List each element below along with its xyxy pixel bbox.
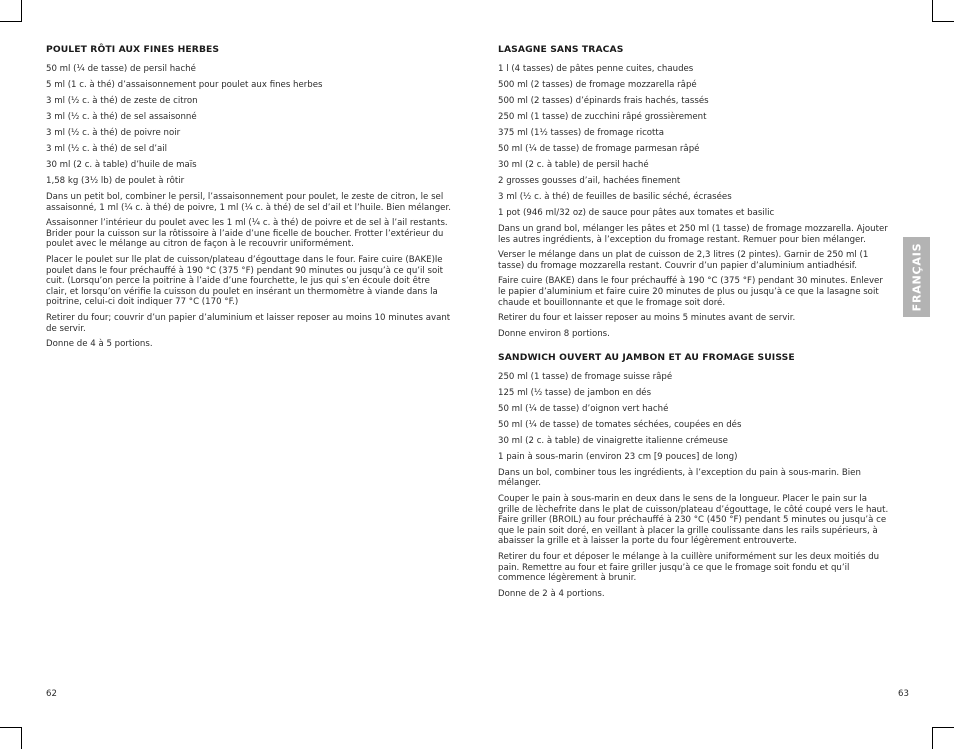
ingredient-item: 30 ml (2 c. à table) de persil haché [498,160,649,170]
ingredient-item: 500 ml (2 tasses) d’épinards frais hachés, tassés [498,96,709,106]
recipe-easy-lasagna [498,44,890,340]
instruction-list [46,192,452,334]
instruction-list [498,224,890,324]
ingredient-item: 3 ml (½ c. à thé) de sel d’ail [46,144,168,154]
instruction-paragraph: Retirer du four; couvrir d’un papier d’aluminium et laisser reposer au moins 10 minutes avant de servir. [46,312,451,334]
instruction-paragraph: Retirer du four et déposer le mélange à la cuillère uniformément sur les deux moitiés du pain. Remettre au four et faire griller jusqu’à ce que le fromage soit fondu et qu’il commence légèrement à brunir. [498,551,880,584]
crop-mark-top-right-horizontal [932,21,954,22]
instruction-paragraph: Dans un bol, combiner tous les ingrédients, à l’exception du pain à sous-marin. Bien mélanger. [498,467,861,489]
ingredient-item: 50 ml (¼ de tasse) d’oignon vert haché [498,403,669,414]
right-page-column [498,44,890,600]
ingredient-item: 500 ml (2 tasses) de fromage mozzarella râpé [498,80,697,90]
crop-mark-top-left-horizontal [0,21,22,22]
crop-mark-bottom-left-horizontal [0,727,22,728]
instruction-paragraph: Retirer du four et laisser reposer au moins 5 minutes avant de servir. [498,313,796,324]
ingredient-item: 3 ml (½ c. à thé) de sel assaisonné [46,112,197,122]
language-tab [903,237,930,317]
recipe-title: LASAGNE SANS TRACAS [498,44,624,55]
recipe-yield: Donne environ 8 portions. [498,328,610,339]
recipe-yield: Donne de 2 à 4 portions. [498,588,605,599]
ingredient-item: 1 pain à sous-marin (environ 23 cm [9 pouces] de long) [498,451,738,462]
instruction-paragraph: Assaisonner l’intérieur du poulet avec les 1 ml (¼ c. à thé) de poivre et de sel à l’ail restants. Brider pour la cuisson sur la rôtissoire à l’aide d’une ficelle de boucher. Frotter l’extérieur du poulet avec le mélange au citron de façon à le recouvrir uniformément. [46,218,448,250]
instruction-paragraph: Couper le pain à sous-marin en deux dans le sens de la longueur. Placer le pain sur la grille de lèchefrite dans le plat de cuisson/plateau d’égouttage, le côté coupé vers le haut. Faire griller (BROIL) au four préchauffé à 230 °C (450 °F) pendant 5 minutes ou jusqu’à ce que le pain soit doré, en veillant à placer la grille coulissante dans les rails supérieurs, à abaisser la grille et à laisser la porte du four légèrement entrouverte. [498,493,889,547]
ingredient-item: 2 grosses gousses d’ail, hachées finement [498,176,681,186]
ingredient-item: 50 ml (¼ de tasse) de tomates séchées, coupées en dés [498,419,742,430]
ingredient-item: 3 ml (½ c. à thé) de zeste de citron [46,96,198,106]
ingredient-item: 3 ml (½ c. à thé) de poivre noir [46,128,181,138]
ingredient-item: 30 ml (2 c. à table) de vinaigrette italienne crémeuse [498,435,728,446]
recipe-ham-swiss-sandwich [498,352,890,600]
ingredient-item: 5 ml (1 c. à thé) d’assaisonnement pour poulet aux fines herbes [46,80,323,90]
ingredient-item: 50 ml (¼ de tasse) de fromage parmesan râpé [498,144,700,154]
page-number-left: 62 [46,689,57,699]
crop-mark-bottom-right-vertical [932,727,933,749]
instruction-paragraph: Verser le mélange dans un plat de cuisson de 2,3 litres (2 pintes). Garnir de 250 ml (1 tasse) du fromage mozzarella restant. Couvrir d’un papier d’aluminium antiadhésif. [498,250,869,271]
recipe-roast-chicken [46,44,452,350]
ingredient-list [498,64,890,219]
ingredient-item: 1,58 kg (3½ lb) de poulet à rôtir [46,176,185,186]
instruction-paragraph: Dans un petit bol, combiner le persil, l’assaisonnement pour poulet, le zeste de citron, le sel assaisonné, 1 ml (¼ c. à thé) de poivre, 1 ml (¼ c. à thé) de sel d’ail et l’huile. Bien mélanger. [46,192,451,213]
ingredient-list [498,372,890,463]
ingredient-item: 30 ml (2 c. à table) d’huile de maïs [46,160,197,170]
instruction-list [498,468,890,584]
ingredient-item: 50 ml (¼ de tasse) de persil haché [46,64,196,74]
ingredient-item: 1 pot (946 ml/32 oz) de sauce pour pâtes aux tomates et basilic [498,208,775,218]
crop-mark-bottom-left-vertical [21,727,22,749]
ingredient-list [46,64,452,187]
instruction-paragraph: Placer le poulet sur lle plat de cuisson/plateau d’égouttage dans le four. Faire cuire (BAKE)le poulet dans le four préchauffé à 190 °C (375 °F) pendant 90 minutes ou jusqu’à ce qu’il soit cuit. (Lorsqu’on perce la poitrine à l’aide d’une fourchette, le jus qui s’en écoule doit être clair, et lorsqu’on vérifie la cuisson du poulet en insérant un thermomètre à viande dans la poitrine, celui-ci doit indiquer 77 °C (170 °F.) [46,254,443,308]
page-number-right: 63 [898,689,909,699]
instruction-paragraph: Faire cuire (BAKE) dans le four préchauffé à 190 °C (375 °F) pendant 30 minutes. Enlever le papier d’aluminium et faire cuire 20 minutes de plus ou jusqu’à ce que la lasagne soit chaude et bouillonnante et que le fromage soit doré. [498,276,883,308]
ingredient-item: 1 l (4 tasses) de pâtes penne cuites, chaudes [498,64,694,74]
language-tab-label: FRANÇAIS [910,242,923,312]
crop-mark-bottom-right-horizontal [932,727,954,728]
crop-mark-top-right-vertical [932,0,933,22]
ingredient-item: 375 ml (1½ tasses) de fromage ricotta [498,128,665,138]
ingredient-item: 3 ml (½ c. à thé) de feuilles de basilic séché, écrasées [498,192,732,202]
ingredient-item: 250 ml (1 tasse) de zucchini râpé grossièrement [498,112,707,122]
ingredient-item: 125 ml (½ tasse) de jambon en dés [498,387,652,398]
recipe-separator [498,340,890,352]
recipe-title: POULET RÔTI AUX FINES HERBES [46,44,220,55]
ingredient-item: 250 ml (1 tasse) de fromage suisse râpé [498,371,673,382]
crop-mark-top-left-vertical [21,0,22,22]
left-page-column [46,44,452,350]
recipe-title: SANDWICH OUVERT AU JAMBON ET AU FROMAGE SUISSE [498,351,795,363]
instruction-paragraph: Dans un grand bol, mélanger les pâtes et 250 ml (1 tasse) de fromage mozzarella. Ajouter les autres ingrédients, à l’exception du fromage restant. Remuer pour bien mélanger. [498,224,888,245]
recipe-yield: Donne de 4 à 5 portions. [46,339,153,350]
